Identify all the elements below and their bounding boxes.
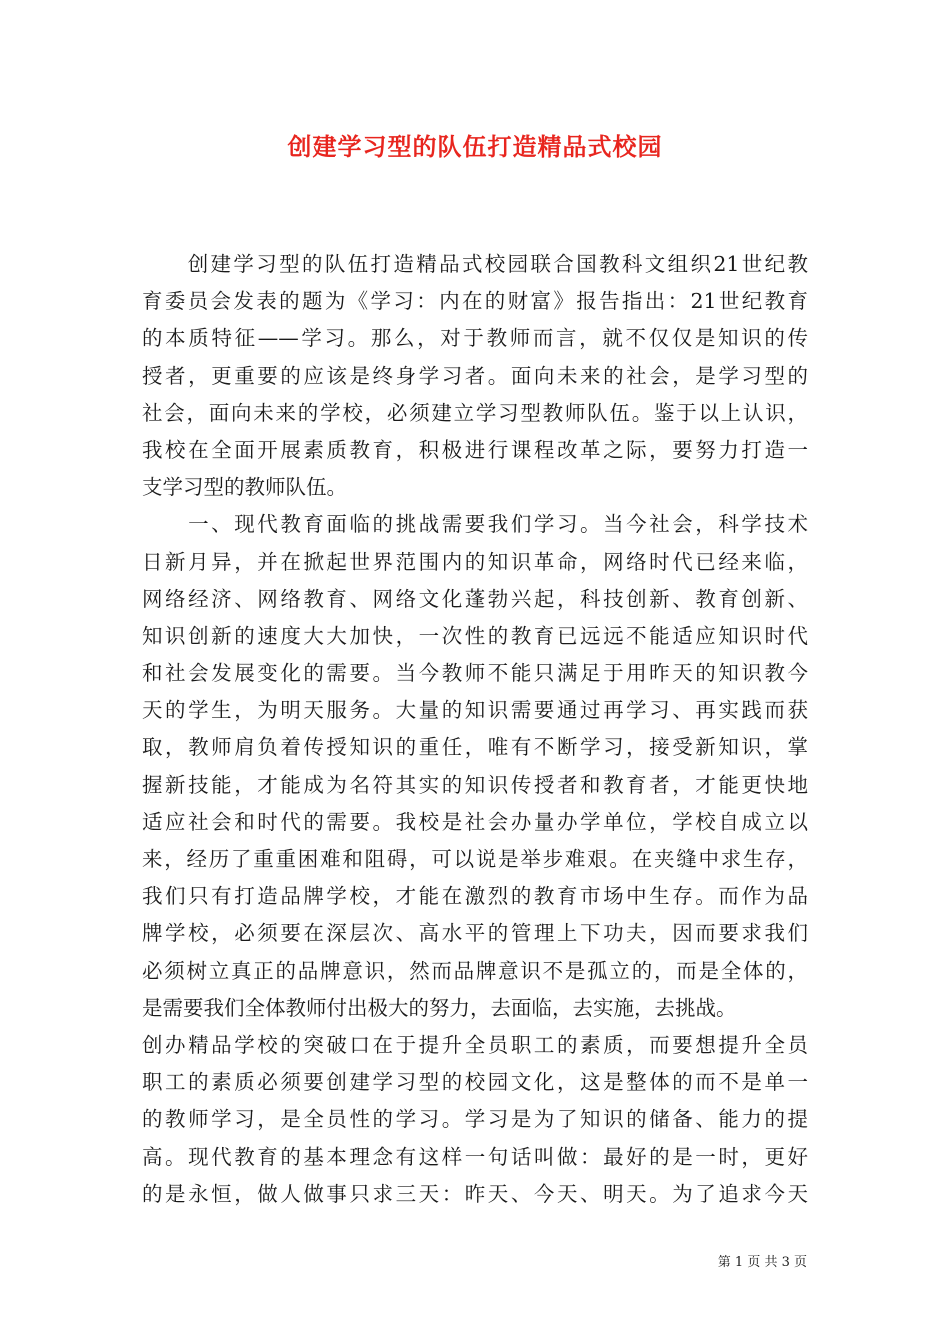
body-line: 牌学校，必须要在深层次、高水平的管理上下功夫，因而要求我们 [142, 921, 808, 946]
body-line: 适应社会和时代的需要。我校是社会办量办学单位，学校自成立以 [142, 809, 808, 834]
body-line: 育委员会发表的题为《学习：内在的财富》报告指出：21世纪教育 [142, 289, 808, 314]
body-line: 握新技能，才能成为名符其实的知识传授者和教育者，才能更快地 [142, 772, 808, 797]
page-footer: 第 1 页 共 3 页 [717, 1255, 807, 1270]
body-line: 一、现代教育面临的挑战需要我们学习。当今社会，科学技术 [142, 512, 808, 537]
body-line: 取，教师肩负着传授知识的重任，唯有不断学习，接受新知识，掌 [142, 735, 808, 760]
body-line: 我校在全面开展素质教育，积极进行课程改革之际，要努力打造一 [142, 437, 808, 462]
body-line: 授者，更重要的应该是终身学习者。面向未来的社会，是学习型的 [142, 363, 808, 388]
body-line: 网络经济、网络教育、网络文化蓬勃兴起，科技创新、教育创新、 [142, 586, 808, 611]
document-body [142, 246, 808, 1213]
body-line: 支学习型的教师队伍。 [142, 475, 347, 500]
body-line: 天的学生，为明天服务。大量的知识需要通过再学习、再实践而获 [142, 698, 808, 723]
document-title: 创建学习型的队伍打造精品式校园 [287, 132, 663, 161]
body-line: 的教师学习，是全员性的学习。学习是为了知识的储备、能力的提 [142, 1107, 808, 1132]
body-line: 职工的素质必须要创建学习型的校园文化，这是整体的而不是单一 [142, 1070, 808, 1095]
body-line: 社会，面向未来的学校，必须建立学习型教师队伍。鉴于以上认识， [142, 400, 808, 425]
body-line: 必须树立真正的品牌意识，然而品牌意识不是孤立的，而是全体的， [142, 958, 808, 983]
body-line: 创建学习型的队伍打造精品式校园联合国教科文组织21世纪教 [142, 252, 808, 276]
body-line: 高。现代教育的基本理念有这样一句话叫做：最好的是一时，更好 [142, 1144, 808, 1169]
body-line: 是需要我们全体教师付出极大的努力，去面临，去实施，去挑战。 [142, 995, 737, 1020]
body-line: 的是永恒，做人做事只求三天：昨天、今天、明天。为了追求今天 [142, 1181, 808, 1206]
body-line: 来，经历了重重困难和阻碍，可以说是举步难艰。在夹缝中求生存， [142, 847, 808, 871]
body-line: 日新月异，并在掀起世界范围内的知识革命，网络时代已经来临， [142, 549, 808, 574]
body-line: 创办精品学校的突破口在于提升全员职工的素质，而要想提升全员 [142, 1032, 808, 1057]
body-line: 我们只有打造品牌学校，才能在激烈的教育市场中生存。而作为品 [142, 884, 808, 909]
body-line: 的本质特征——学习。那么，对于教师而言，就不仅仅是知识的传 [142, 326, 808, 351]
body-line: 知识创新的速度大大加快，一次性的教育已远远不能适应知识时代 [142, 623, 808, 648]
body-line: 和社会发展变化的需要。当今教师不能只满足于用昨天的知识教今 [142, 661, 808, 686]
